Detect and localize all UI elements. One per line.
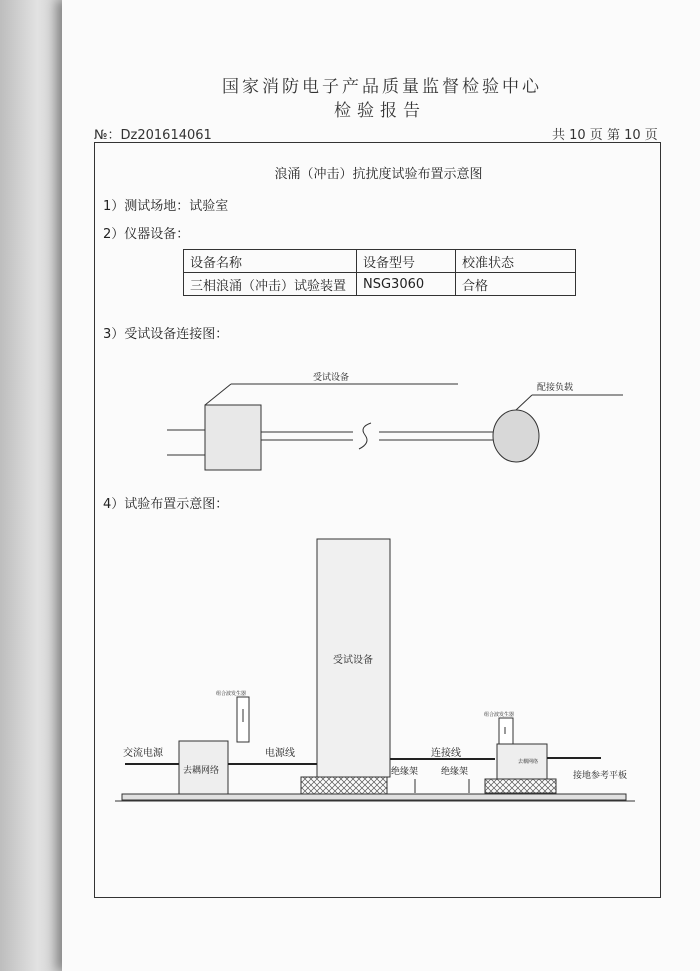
generator-right-label: 组合波发生器 (484, 712, 515, 718)
section-connection-diagram: 3）受试设备连接图： (103, 327, 229, 342)
table-header-cell: 设备名称 (184, 250, 357, 273)
insulation-label-1: 绝缘架 (391, 767, 419, 777)
generator-left-label: 组合波发生器 (216, 691, 247, 697)
underlying-page-edge (0, 0, 62, 971)
insulation-support-right (485, 779, 556, 793)
section-instruments: 2）仪器设备： (103, 227, 190, 242)
ground-plane-label: 接地参考平板 (573, 771, 628, 781)
connecting-line-label: 连接线 (431, 748, 461, 759)
figure-title: 浪涌（冲击）抗扰度试验布置示意图 (274, 167, 483, 182)
document-number: №：Dz201614061 (94, 128, 212, 143)
page-count: 共 10 页 第 10 页 (552, 128, 658, 143)
generator-right-box (499, 718, 513, 744)
table-cell: 合格 (456, 273, 576, 296)
table-cell: 三相浪涌（冲击）试验装置 (184, 273, 357, 296)
doc-title: 检验报告 (334, 101, 426, 121)
table-header-cell: 设备型号 (357, 250, 456, 273)
table-header-cell: 校准状态 (456, 250, 576, 273)
layout-diagram (95, 143, 662, 899)
insulation-support-left (301, 777, 387, 794)
eut-label: 受试设备 (313, 373, 350, 383)
table-cell: NSG3060 (357, 273, 456, 296)
section-layout-diagram: 4）试验布置示意图： (103, 497, 229, 512)
org-title: 国家消防电子产品质量监督检验中心 (222, 77, 542, 97)
section-test-site: 1）测试场地：试验室 (103, 199, 229, 214)
power-line-label: 电源线 (265, 748, 295, 759)
decoupling-right-label: 去耦网络 (518, 759, 539, 765)
report-page (62, 0, 700, 971)
insulation-label-2: 绝缘架 (441, 767, 469, 777)
ac-power-label: 交流电源 (123, 748, 163, 759)
decoupling-left-label: 去耦网络 (183, 766, 220, 776)
ground-reference-plane (122, 794, 626, 800)
load-label: 配接负载 (537, 383, 574, 393)
eut-tower-label: 受试设备 (333, 655, 373, 666)
content-frame (94, 142, 661, 898)
